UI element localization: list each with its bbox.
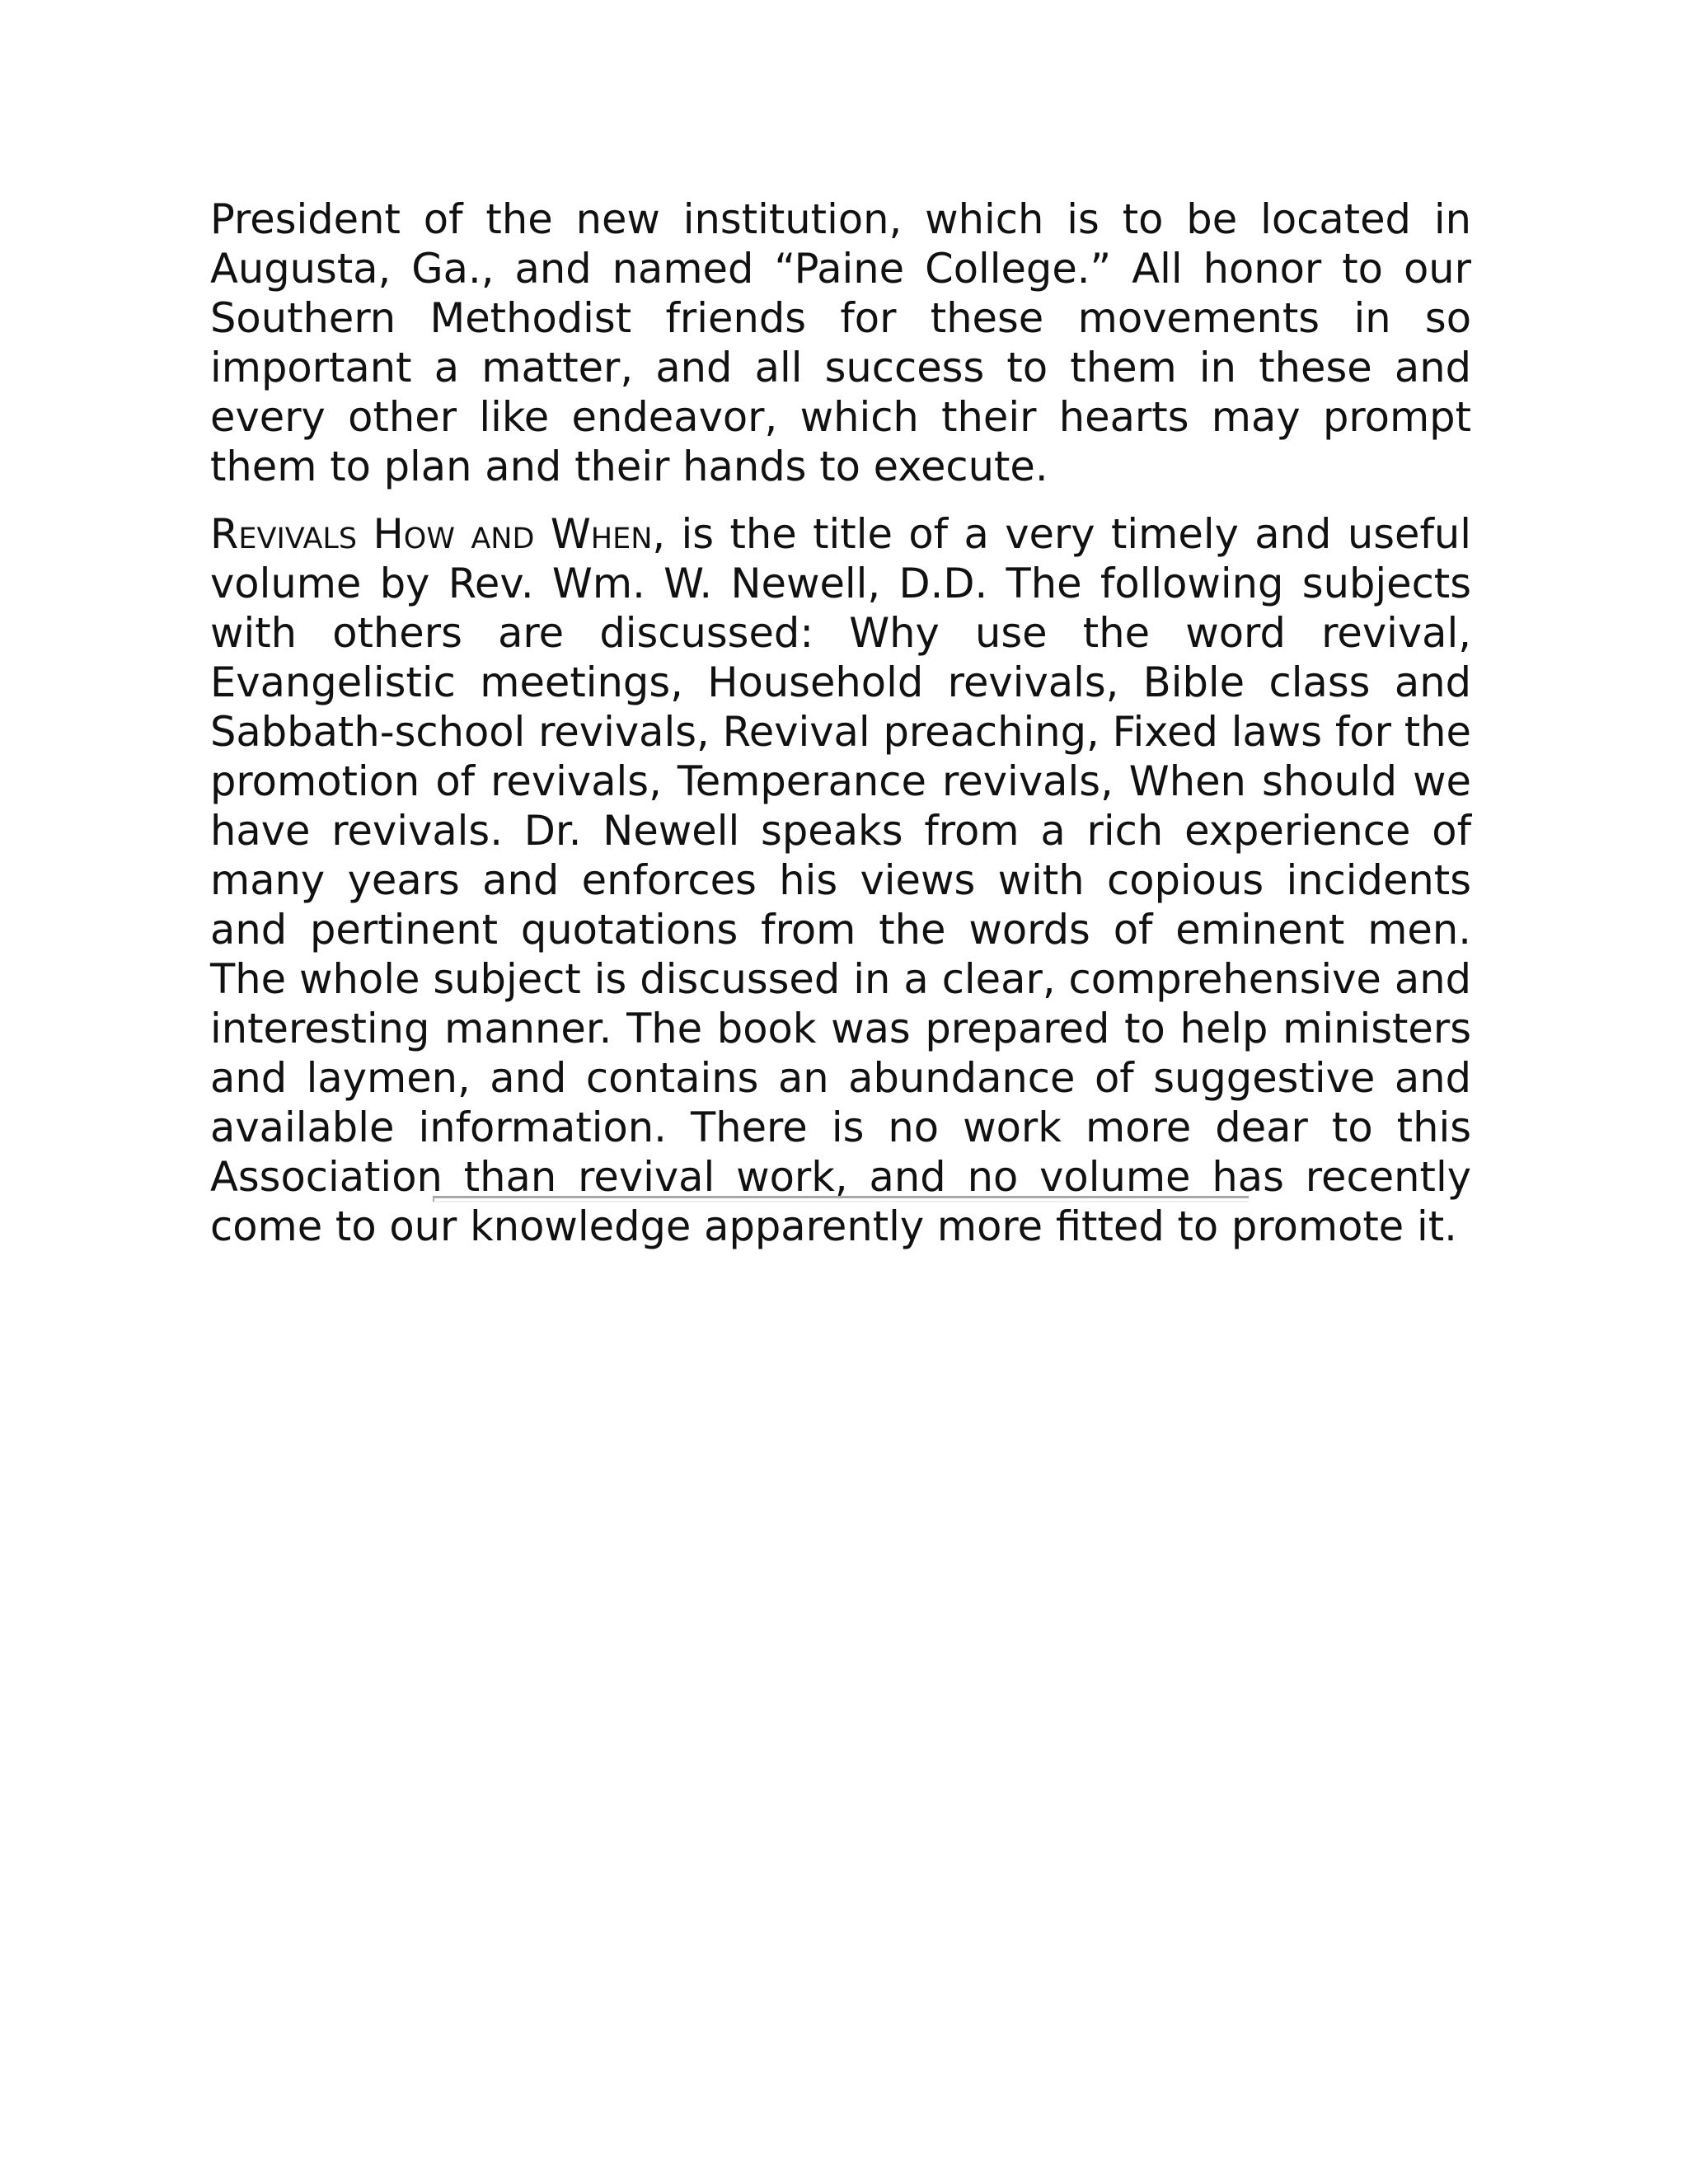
book-title-small-caps: Revivals How and When bbox=[210, 510, 653, 558]
paragraph-revivals-how-and-when bbox=[210, 509, 1471, 1251]
paragraph-revivals-body: , is the title of a very timely and useful volume by Rev. Wm. W. Newell, D.D. The following subjects with others are discussed: Why use the word revival, Evangelistic meetings, Household revivals, Bible class and Sabbath-school revivals, Revival preaching, Fixed laws for the promotion of revivals, Temperance revivals, When should we have revivals. Dr. Newell speaks from a rich experience of many years and enforces his views with copious incidents and pertinent quotations from the words of eminent men. The whole subject is discussed in a clear, comprehensive and interesting manner. The book was prepared to help ministers and laymen, and contains an abundance of suggestive and available information. There is no work more dear to this Association than revival work, and no volume has recently come to our knowledge apparently more fitted to promote it. bbox=[210, 510, 1471, 1250]
section-divider-rule bbox=[433, 1196, 1249, 1202]
document-page bbox=[210, 194, 1471, 1269]
paragraph-paine-college: President of the new institution, which is to be located in Augusta, Ga., and named “Paine College.” All honor to our Southern Methodist friends for these movements in so important a matter, and all success to them in these and every other like endeavor, which their hearts may prompt them to plan and their hands to execute. bbox=[210, 195, 1471, 490]
